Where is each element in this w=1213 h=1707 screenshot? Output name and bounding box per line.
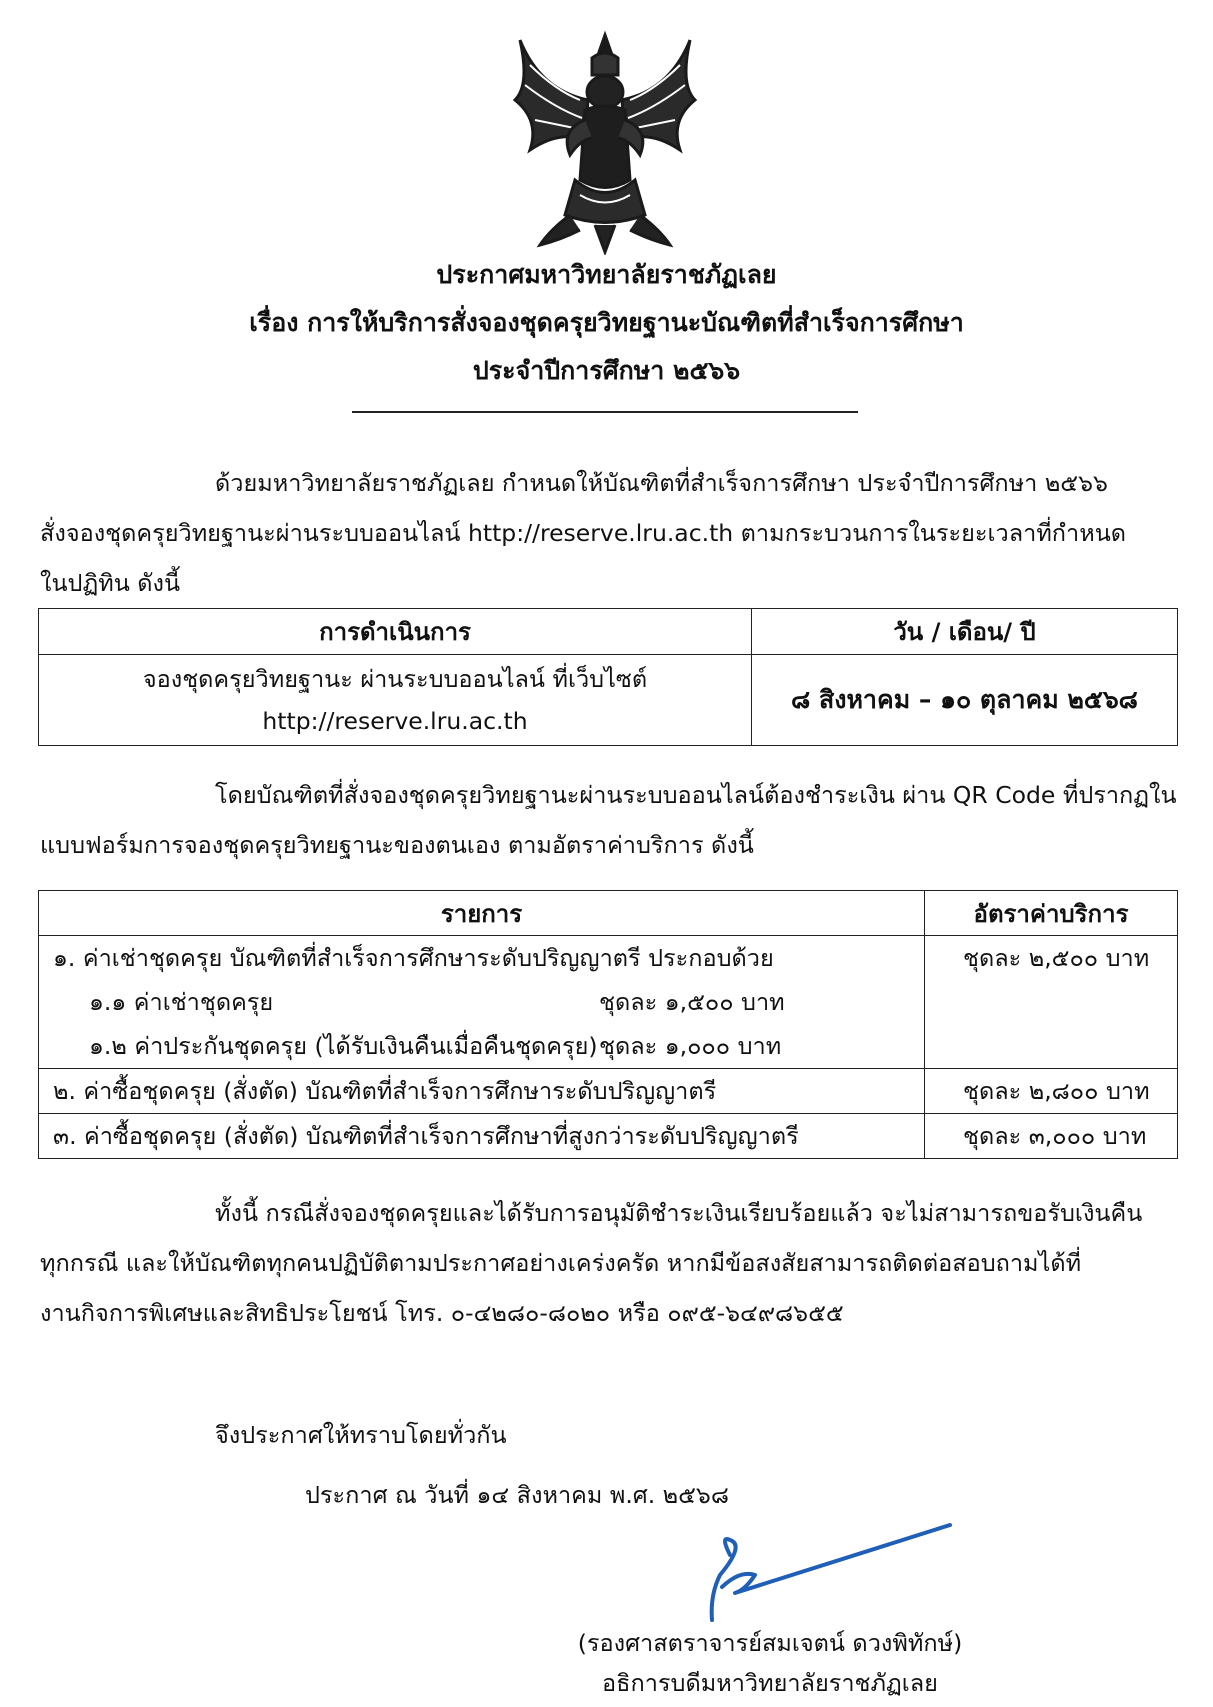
notice-line-2: ทุกกรณี และให้บัณฑิตทุกคนปฏิบัติตามประกาศอย่างเคร่งครัด หากมีข้อสงสัยสามารถติดต่อสอบถามได้ที่ (40, 1249, 1082, 1277)
intro-paragraph (40, 458, 1175, 608)
announcement-date: ประกาศ ณ วันที่ ๑๔ สิงหาคม พ.ศ. ๒๕๖๘ (305, 1481, 729, 1509)
fee-item-3: ๓. ค่าซื้อชุดครุย (สั่งตัด) บัณฑิตที่สำเร็จการศึกษาที่สูงกว่าระดับปริญญาตรี (53, 1122, 799, 1150)
fee-item-2-rate: ชุดละ ๒,๘๐๐ บาท (963, 1077, 1150, 1105)
closing-statement: จึงประกาศให้ทราบโดยทั่วกัน (215, 1421, 507, 1449)
schedule-header-activity: การดำเนินการ (39, 609, 752, 655)
fee-item-3-rate: ชุดละ ๓,๐๐๐ บาท (963, 1122, 1147, 1150)
intro-line-2: สั่งจองชุดครุยวิทยฐานะผ่านระบบออนไลน์ http://reserve.lru.ac.th ตามกระบวนการในระยะเวลาที่กำหนด (40, 519, 1127, 547)
fee-item-1-1-rate: ชุดละ ๑,๕๐๐ บาท (599, 988, 785, 1016)
fee-table (38, 890, 1178, 1159)
notice-paragraph (40, 1188, 1175, 1338)
fee-item-1-1-row (39, 980, 924, 1024)
fee-item-3-cell (39, 1114, 925, 1159)
signer-name: (รองศาสตราจารย์สมเจตน์ ดวงพิทักษ์) (577, 1629, 963, 1657)
fee-header-rate: อัตราค่าบริการ (925, 891, 1178, 936)
fee-item-2: ๒. ค่าซื้อชุดครุย (สั่งตัด) บัณฑิตที่สำเร็จการศึกษาระดับปริญญาตรี (53, 1077, 717, 1105)
payment-line-1: โดยบัณฑิตที่สั่งจองชุดครุยวิทยฐานะผ่านระบบออนไลน์ต้องชำระเงิน ผ่าน QR Code ที่ปรากฏใน (215, 781, 1177, 809)
schedule-date-cell: ๘ สิงหาคม – ๑๐ ตุลาคม ๒๕๖๘ (752, 655, 1178, 746)
schedule-table (38, 608, 1178, 746)
academic-year: ประจำปีการศึกษา ๒๕๖๖ (472, 356, 741, 385)
fee-item-2-rate-cell (925, 1069, 1178, 1114)
fee-item-1-rate: ชุดละ ๒,๕๐๐ บาท (963, 944, 1150, 972)
notice-line-3: งานกิจการพิเศษและสิทธิประโยชน์ โทร. ๐-๔๒๘๐-๘๐๒๐ หรือ ๐๙๕-๖๔๙๘๖๕๕ (40, 1299, 844, 1327)
schedule-activity-url: http://reserve.lru.ac.th (262, 707, 528, 735)
schedule-activity-cell (39, 655, 752, 746)
intro-line-3: ในปฏิทิน ดังนี้ (40, 569, 181, 597)
fee-item-3-rate-cell (925, 1114, 1178, 1159)
announcement-heading: ประกาศมหาวิทยาลัยราชภัฏเลย (436, 260, 777, 289)
fee-item-1-1: ๑.๑ ค่าเช่าชุดครุย (89, 988, 274, 1016)
fee-item-1-cell (39, 936, 925, 1069)
fee-item-1: ๑. ค่าเช่าชุดครุย บัณฑิตที่สำเร็จการศึกษาระดับปริญญาตรี ประกอบด้วย (53, 944, 774, 972)
signature (700, 1515, 960, 1625)
signer-position: อธิการบดีมหาวิทยาลัยราชภัฏเลย (602, 1669, 938, 1697)
fee-item-2-cell (39, 1069, 925, 1114)
notice-line-1: ทั้งนี้ กรณีสั่งจองชุดครุยและได้รับการอนุมัติชำระเงินเรียบร้อยแล้ว จะไม่สามารถขอรับเงินคืน (215, 1199, 1143, 1227)
schedule-activity-line-1: จองชุดครุยวิทยฐานะ ผ่านระบบออนไลน์ ที่เว็บไซต์ (142, 665, 648, 693)
payment-paragraph (40, 770, 1175, 870)
title-divider (352, 411, 858, 413)
fee-item-1-2: ๑.๒ ค่าประกันชุดครุย (ได้รับเงินคืนเมื่อคืนชุดครุย) (89, 1032, 598, 1060)
garuda-emblem (500, 30, 710, 255)
announcement-subject: เรื่อง การให้บริการสั่งจองชุดครุยวิทยฐานะบัณฑิตที่สำเร็จการศึกษา (249, 308, 964, 337)
fee-item-1-rate-cell (925, 936, 1178, 1069)
fee-item-1-2-row (39, 1024, 924, 1068)
intro-line-1: ด้วยมหาวิทยาลัยราชภัฏเลย กำหนดให้บัณฑิตที่สำเร็จการศึกษา ประจำปีการศึกษา ๒๕๖๖ (215, 469, 1108, 497)
schedule-header-date: วัน / เดือน/ ปี (752, 609, 1178, 655)
payment-line-2: แบบฟอร์มการจองชุดครุยวิทยฐานะของตนเอง ตามอัตราค่าบริการ ดังนี้ (40, 831, 754, 859)
fee-item-1-2-rate: ชุดละ ๑,๐๐๐ บาท (599, 1032, 782, 1060)
fee-header-item: รายการ (39, 891, 925, 936)
